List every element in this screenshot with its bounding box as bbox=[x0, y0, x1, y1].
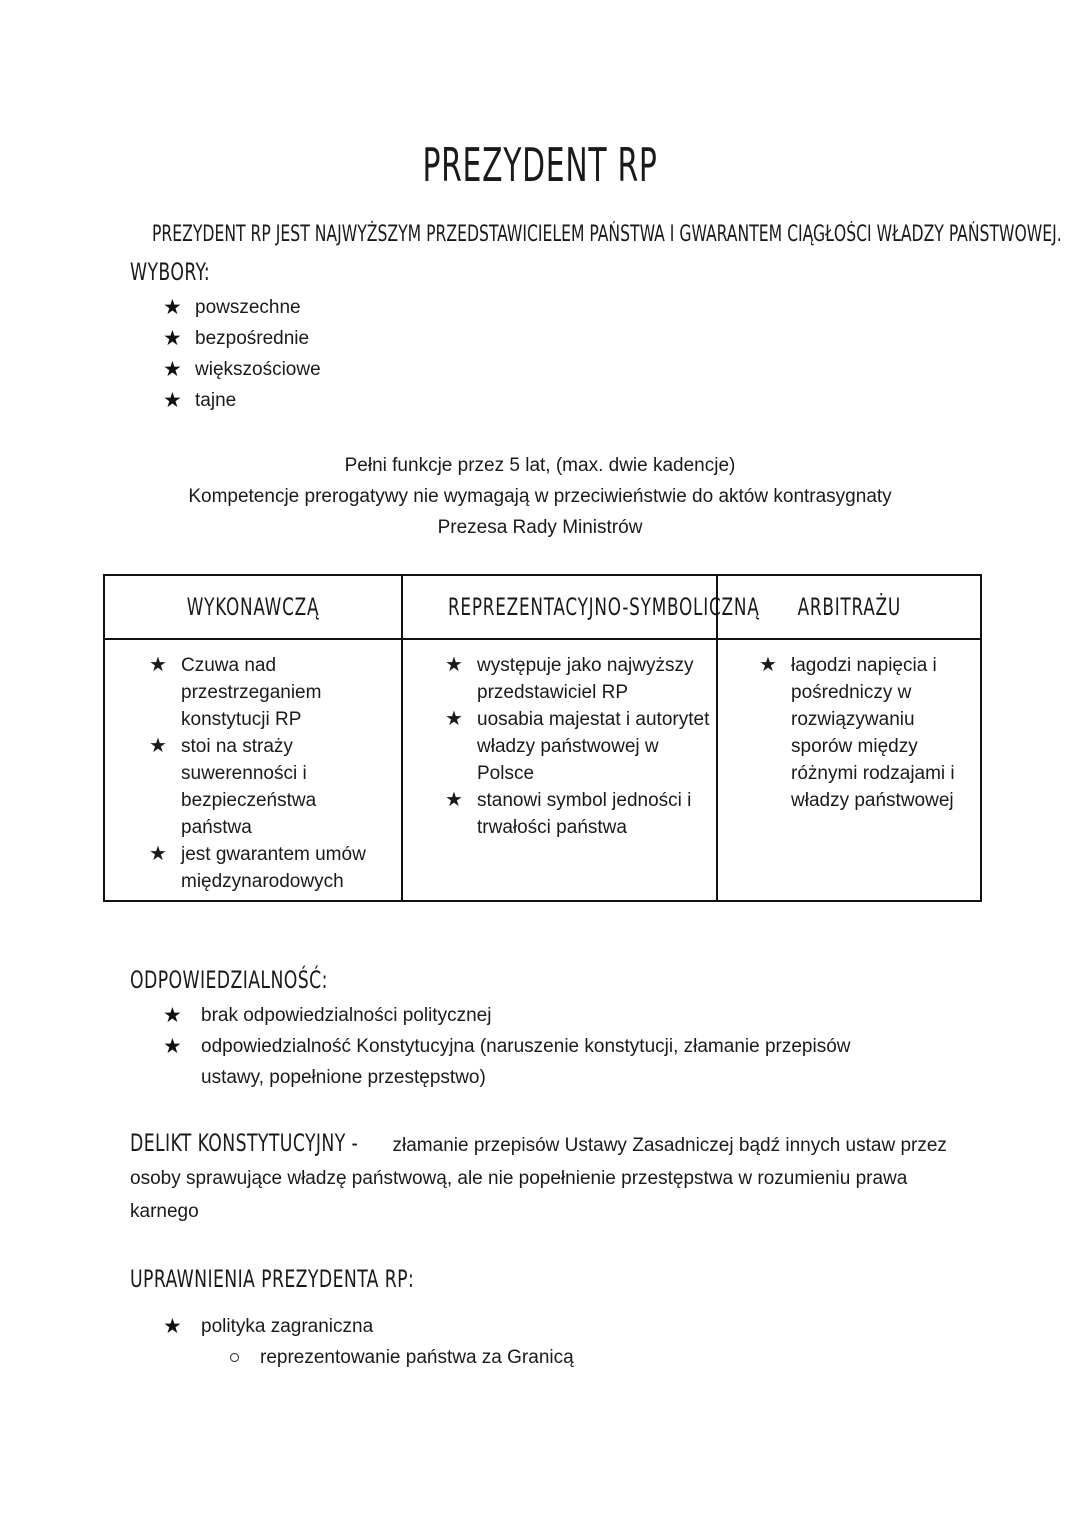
list-item: ★ bezpośrednie bbox=[163, 323, 321, 354]
list-item: ★ brak odpowiedzialności politycznej bbox=[163, 1000, 903, 1031]
powers-heading: UPRAWNIENIA PREZYDENTA RP: bbox=[130, 1265, 415, 1293]
list-item: ★ powszechne bbox=[163, 292, 321, 323]
list-item: ★ większościowe bbox=[163, 354, 321, 385]
star-icon: ★ bbox=[163, 358, 182, 381]
list-item: ★ odpowiedzialność Konstytucyjna (naruszenie konstytucji, złamanie przepisów ustawy, popełnione przestępstwo) bbox=[163, 1031, 903, 1093]
star-icon: ★ bbox=[149, 654, 167, 676]
circle-icon bbox=[230, 1353, 239, 1362]
elections-list bbox=[163, 292, 321, 416]
star-icon: ★ bbox=[163, 389, 182, 412]
page-title: PREZYDENT RP bbox=[422, 138, 658, 192]
star-icon: ★ bbox=[759, 654, 777, 676]
elections-heading: WYBORY: bbox=[130, 258, 211, 286]
star-icon: ★ bbox=[149, 843, 167, 865]
prerogative-line-2: Prezesa Rady Ministrów bbox=[437, 517, 643, 538]
table-cell-representative bbox=[402, 639, 717, 901]
delict-term: DELIKT KONSTYTUCYJNY - bbox=[130, 1129, 359, 1157]
list-item: ★ jest gwarantem umów międzynarodowych bbox=[149, 843, 366, 892]
responsibility-list bbox=[163, 1000, 903, 1093]
star-icon: ★ bbox=[149, 735, 167, 757]
star-icon: ★ bbox=[163, 327, 182, 350]
star-icon: ★ bbox=[163, 296, 182, 319]
list-item: ★ łagodzi napięcia i pośredniczy w rozwiązywaniu sporów między różnymi rodzajami i władzy państwowej bbox=[759, 654, 955, 811]
list-item: ★ Czuwa nad przestrzeganiem konstytucji RP bbox=[149, 654, 322, 730]
list-item: reprezentowanie państwa za Granicą bbox=[228, 1342, 574, 1373]
powers-list bbox=[163, 1311, 373, 1342]
star-icon: ★ bbox=[163, 1035, 182, 1058]
functions-table bbox=[103, 574, 982, 902]
list-item: ★ stanowi symbol jedności i trwałości państwa bbox=[445, 789, 692, 838]
star-icon: ★ bbox=[163, 1004, 182, 1027]
list-item: ★ występuje jako najwyższy przedstawiciel RP bbox=[445, 654, 694, 703]
list-item: ★ uosabia majestat i autorytet władzy państwowej w Polsce bbox=[445, 708, 710, 784]
star-icon: ★ bbox=[163, 1315, 182, 1338]
table-header-executive: WYKONAWCZĄ bbox=[104, 575, 402, 639]
list-item: ★ stoi na straży suwerenności i bezpieczeństwa państwa bbox=[149, 735, 317, 838]
table-header-arbitration: ARBITRAŻU bbox=[717, 575, 981, 639]
prerogative-line: Kompetencje prerogatywy nie wymagają w przeciwieństwie do aktów kontrasygnaty bbox=[188, 486, 892, 507]
table-cell-arbitration bbox=[717, 639, 981, 901]
list-item: ★ polityka zagraniczna bbox=[163, 1311, 373, 1342]
star-icon: ★ bbox=[445, 654, 463, 676]
term-line: Pełni funkcje przez 5 lat, (max. dwie kadencje) bbox=[344, 455, 736, 476]
star-icon: ★ bbox=[445, 789, 463, 811]
lead-sentence: PREZYDENT RP JEST NAJWYŻSZYM PRZEDSTAWICIELEM PAŃSTWA I GWARANTEM CIĄGŁOŚCI WŁADZY PAŃSTWOWEJ. bbox=[152, 222, 1062, 247]
delict-text: złamanie przepisów Ustawy Zasadniczej bądź innych ustaw przez osoby sprawujące władzę państwową, ale nie popełnienie przestępstwa w rozumieniu prawa karnego bbox=[130, 1135, 947, 1222]
powers-sublist bbox=[228, 1342, 574, 1373]
term-info bbox=[0, 450, 1080, 543]
delict-definition bbox=[130, 1127, 950, 1228]
responsibility-heading: ODPOWIEDZIALNOŚĆ: bbox=[130, 966, 328, 994]
table-cell-executive bbox=[104, 639, 402, 901]
list-item: ★ tajne bbox=[163, 385, 321, 416]
table-header-representative: REPREZENTACYJNO-SYMBOLICZNĄ bbox=[402, 575, 717, 639]
star-icon: ★ bbox=[445, 708, 463, 730]
